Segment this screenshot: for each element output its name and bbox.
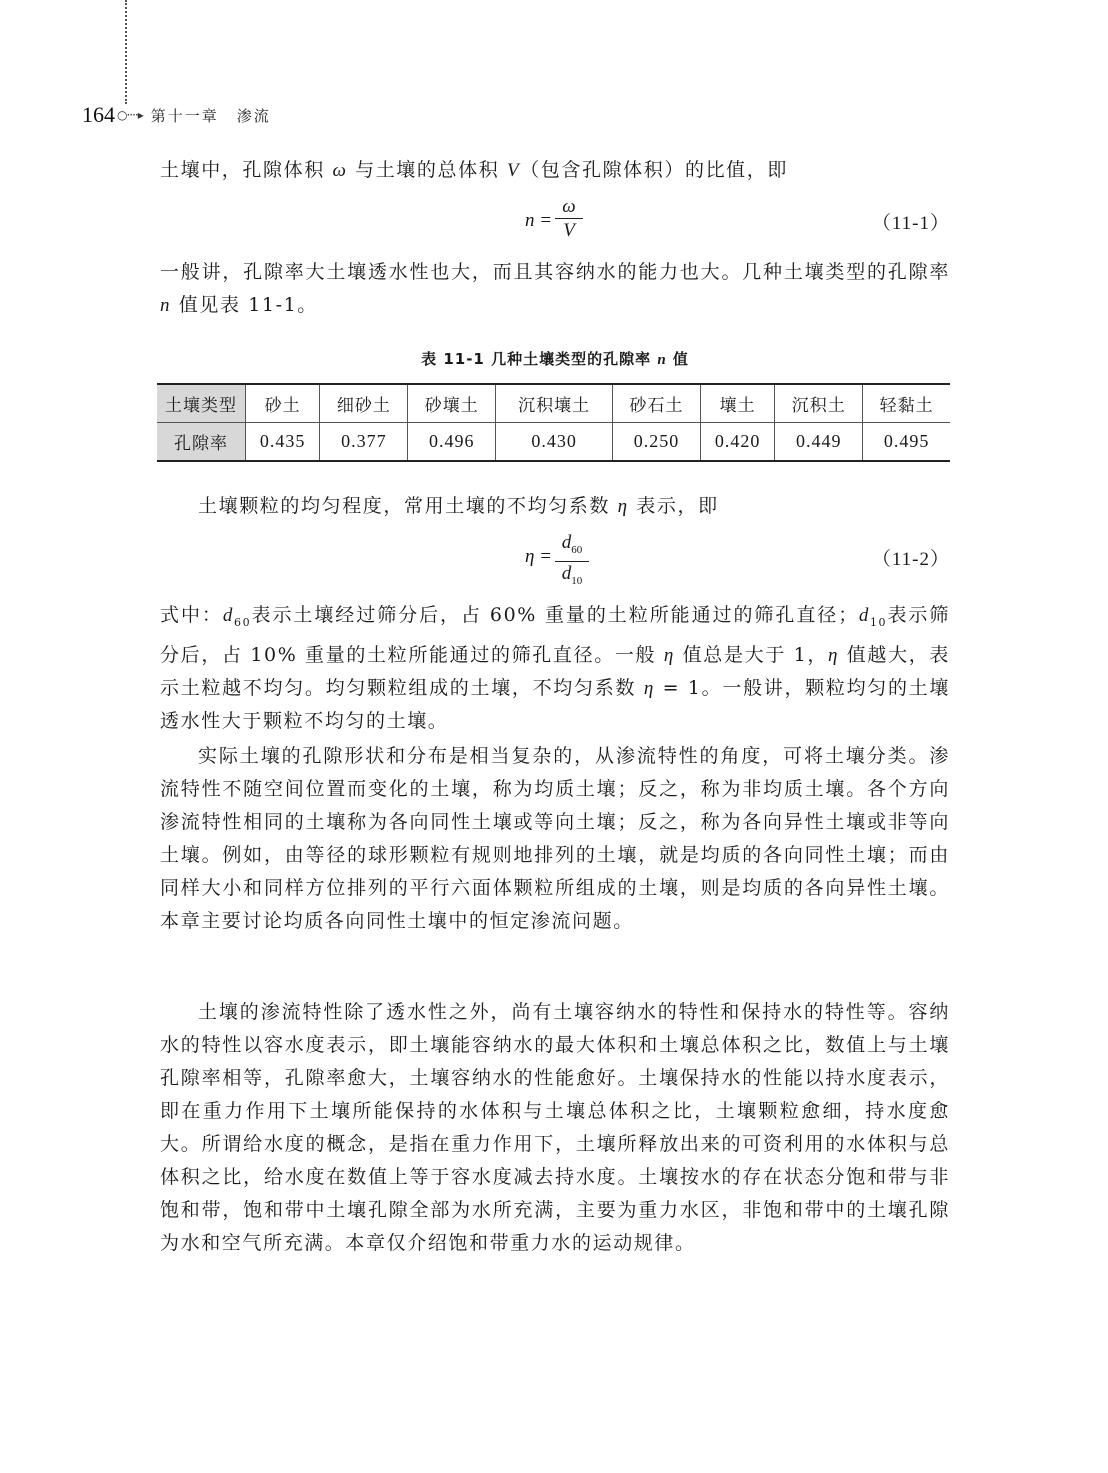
eq2-number: （11-2） (871, 549, 950, 570)
eq1-number: （11-1） (871, 213, 950, 234)
table-cell: 砂土 (246, 384, 320, 423)
porosity-paragraph (160, 256, 950, 322)
intro-text-1: 土壤中，孔隙体积 (160, 159, 333, 181)
d-symbol: d (858, 605, 870, 626)
uniformity-paragraph (160, 490, 950, 523)
table-cell: 细砂土 (320, 384, 408, 423)
table-cell: 0.435 (246, 423, 320, 462)
caption-suffix: 值 (666, 350, 689, 368)
header-arrow-icon: ○····▸ (117, 108, 143, 122)
eq2-numerator (555, 532, 589, 562)
table-cell: 0.495 (863, 423, 950, 462)
table-row (157, 384, 950, 423)
row-header-type: 土壤类型 (157, 384, 246, 423)
eq1-lhs: n = (525, 210, 553, 231)
intro-text-3: （包含孔隙体积）的比值，即 (520, 159, 788, 181)
table-cell: 砂石土 (613, 384, 701, 423)
chapter-title: 渗流 (236, 106, 271, 125)
table-cell: 0.449 (775, 423, 863, 462)
table-cell: 0.377 (320, 423, 408, 462)
page-number: 164 (82, 102, 115, 127)
uniformity-text-2: 表示，即 (628, 495, 719, 517)
eq1-numerator: ω (555, 196, 583, 219)
d-symbol: d (222, 605, 234, 626)
pore-shape-paragraph: 实际土壤的孔隙形状和分布是相当复杂的，从渗流特性的角度，可将土壤分类。渗流特性不随空间位置而变化的土壤，称为均质土壤；反之，称为非均质土壤。各个方向渗流特性相同的土壤称为各向同性土壤或等向土壤；反之，称为各向异性土壤或非等向土壤。例如，由等径的球形颗粒有规则地排列的土壤，就是均质的各向同性土壤；而由同样大小和同样方位排列的平行六面体颗粒所组成的土壤，则是均质的各向异性土壤。本章主要讨论均质各向同性土壤中的恒定渗流问题。 (160, 745, 950, 932)
eq2-den-sub: 10 (571, 574, 583, 587)
page-header (82, 100, 271, 130)
porosity-text-2: 值见表 11-1。 (171, 294, 318, 316)
definition-paragraph (160, 599, 950, 738)
equation-11-1 (160, 196, 950, 246)
eq2-lhs: η = (525, 546, 552, 567)
eta-symbol: η (663, 644, 675, 666)
table-cell: 轻黏土 (863, 384, 950, 423)
volume-symbol: V (506, 160, 521, 181)
water-properties-paragraph: 土壤的渗流特性除了透水性之外，尚有土壤容纳水的特性和保持水的特性等。容纳水的特性以容水度表示，即土壤能容纳水的最大体积和土壤总体积之比，数值上与土壤孔隙率相等，孔隙率愈大，土壤容纳水的性能愈好。土壤保持水的性能以持水度表示，即在重力作用下土壤所能保持的水体积与土壤总体积之比，土壤颗粒愈细，持水度愈大。所谓给水度的概念，是指在重力作用下，土壤所释放出来的可资利用的水体积与总体积之比，给水度在数值上等于容水度减去持水度。土壤按水的存在状态分饱和带与非饱和带，饱和带中土壤孔隙全部为水所充满，主要为重力水区，非饱和带中的土壤孔隙为水和空气所充满。本章仅介绍饱和带重力水的运动规律。 (160, 1001, 950, 1254)
table-cell: 砂壤土 (408, 384, 496, 423)
eq2-den-d: d (561, 562, 572, 584)
table-caption (160, 348, 950, 369)
table-cell: 0.250 (613, 423, 701, 462)
omega-symbol: ω (332, 160, 348, 181)
table-cell: 壤土 (700, 384, 774, 423)
porosity-table (157, 383, 950, 462)
table-cell: 0.430 (496, 423, 613, 462)
eq2-num-sub: 60 (571, 543, 583, 556)
table-cell: 0.420 (700, 423, 774, 462)
row-header-porosity: 孔隙率 (157, 423, 246, 462)
caption-var: n (657, 352, 667, 368)
equation-11-2 (160, 532, 950, 587)
def-text-6: = 1。一般讲，颗粒均匀的土壤透水性大于颗粒不均匀的土壤。 (160, 676, 950, 732)
porosity-text-1: 一般讲，孔隙率大土壤透水性也大，而且其容纳水的能力也大。几种土壤类型的孔隙率 (160, 261, 950, 283)
def-text-2: 表示土壤经过筛分后，占 60% 重量的土粒所能通过的筛孔直径； (251, 604, 859, 626)
n-symbol: n (160, 295, 172, 316)
table-row (157, 423, 950, 462)
chapter-label: 第十一章 (150, 106, 219, 125)
table-cell: 沉积壤土 (496, 384, 613, 423)
table-cell: 沉积土 (775, 384, 863, 423)
eta-symbol: η (828, 644, 840, 666)
def-text-3: 表示筛分后，占 10% 重量的土粒所能通过的筛孔直径。一般 (160, 604, 950, 666)
intro-paragraph (160, 154, 950, 187)
sub-10: 10 (869, 615, 888, 629)
intro-text-2: 与土壤的总体积 (347, 159, 507, 181)
sub-60: 60 (233, 615, 252, 629)
uniformity-text-1: 土壤颗粒的均匀程度，常用土壤的不均匀系数 (198, 495, 618, 517)
eq2-fraction (555, 532, 589, 593)
eq1-denominator: V (563, 220, 575, 241)
caption-text: 表 11-1 几种土壤类型的孔隙率 (421, 350, 658, 368)
eq2-num-d: d (561, 532, 572, 553)
eta-symbol: η (617, 496, 629, 517)
table-cell: 0.496 (408, 423, 496, 462)
eq2-denominator (555, 562, 589, 593)
eta-symbol: η (643, 677, 655, 699)
def-text-4: 值总是大于 1， (674, 643, 829, 666)
margin-dotted-line (125, 0, 127, 104)
eq1-fraction (555, 196, 583, 243)
def-text-5: 值越大，表示土粒越不均匀。均匀颗粒组成的土壤，不均匀系数 (160, 643, 951, 699)
def-text-1: 式中： (160, 604, 223, 626)
